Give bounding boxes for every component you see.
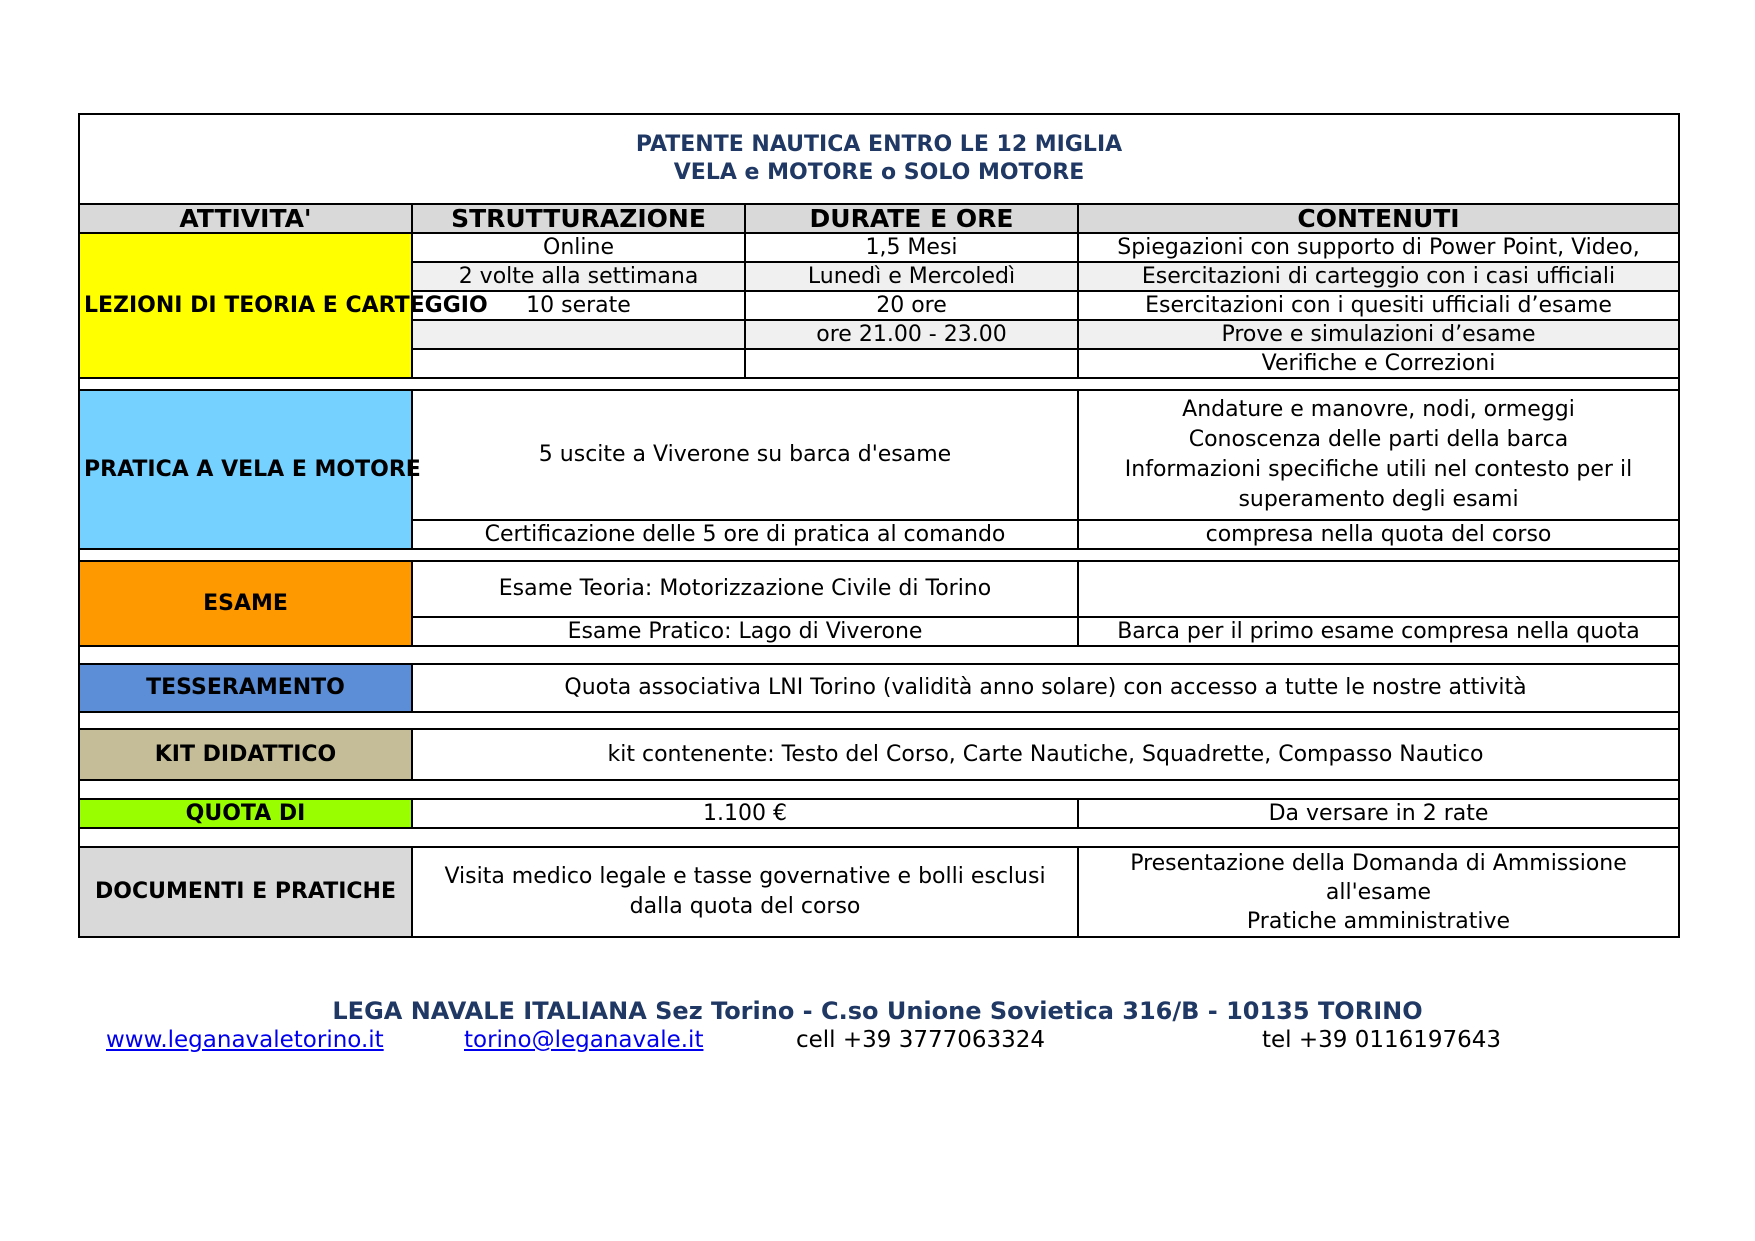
title-line-2: VELA e MOTORE o SOLO MOTORE xyxy=(673,160,1085,185)
category-pratica: PRATICA A VELA E MOTORE xyxy=(79,390,412,549)
spacer xyxy=(79,646,1679,664)
cell-esame-teoria-note xyxy=(1078,561,1679,617)
footer-cell: cell +39 3777063324 xyxy=(796,1027,1046,1053)
title-line-1: PATENTE NAUTICA ENTRO LE 12 MIGLIA xyxy=(635,132,1123,157)
cell-documenti: Visita medico legale e tasse governative e bolli esclusi dalla quota del corso xyxy=(412,847,1078,937)
table-row xyxy=(79,729,1679,780)
spacer-row xyxy=(79,378,1679,390)
spacer xyxy=(79,549,1679,561)
cell-esame-pratico-note: Barca per il primo esame compresa nella quota xyxy=(1078,617,1679,646)
cell-struttura: 2 volte alla settimana xyxy=(412,262,745,291)
header-attivita: ATTIVITA' xyxy=(79,204,412,233)
spacer-row xyxy=(79,646,1679,664)
footer-tel: tel +39 0116197643 xyxy=(1262,1027,1502,1053)
cell-contenuto: Esercitazioni di carteggio con i casi ufficiali xyxy=(1078,262,1679,291)
pratica-contenuto: Conoscenza delle parti della barca xyxy=(1188,427,1569,452)
cell-struttura: 10 serate xyxy=(412,291,745,320)
documenti-contenuto: Presentazione della Domanda di Ammissione all'esame xyxy=(1130,850,1627,905)
footer-org: LEGA NAVALE ITALIANA Sez Torino - C.so Unione Sovietica 316/B - 10135 TORINO xyxy=(332,997,1423,1025)
cell-uscite: 5 uscite a Viverone su barca d'esame xyxy=(412,390,1078,520)
cell-durata: 1,5 Mesi xyxy=(745,233,1078,262)
table-row xyxy=(79,561,1679,617)
spacer-row xyxy=(79,780,1679,799)
cell-contenuto: Prove e simulazioni d’esame xyxy=(1078,320,1679,349)
spacer xyxy=(79,378,1679,390)
table-row xyxy=(79,799,1679,828)
cell-contenuto: Spiegazioni con supporto di Power Point, Video, xyxy=(1078,233,1679,262)
category-lezioni: LEZIONI DI TEORIA E CARTEGGIO xyxy=(79,233,412,378)
header-row xyxy=(79,204,1679,233)
cell-durata xyxy=(745,349,1078,378)
cell-contenuto: Verifiche e Correzioni xyxy=(1078,349,1679,378)
header-strutturazione: STRUTTURAZIONE xyxy=(412,204,745,233)
cell-certificazione: Certificazione delle 5 ore di pratica al comando xyxy=(412,520,1078,549)
spacer-row xyxy=(79,549,1679,561)
cell-struttura xyxy=(412,349,745,378)
header-contenuti: CONTENUTI xyxy=(1078,204,1679,233)
category-tesseramento: TESSERAMENTO xyxy=(79,664,412,712)
header-durate: DURATE E ORE xyxy=(745,204,1078,233)
table-row xyxy=(79,847,1679,937)
table-row xyxy=(79,233,1679,262)
cell-pratica-contenuti xyxy=(1078,390,1679,520)
cell-certificazione-note: compresa nella quota del corso xyxy=(1078,520,1679,549)
cell-durata: Lunedì e Mercoledì xyxy=(745,262,1078,291)
spacer xyxy=(79,780,1679,799)
cell-durata: ore 21.00 - 23.00 xyxy=(745,320,1078,349)
category-esame: ESAME xyxy=(79,561,412,646)
table-row xyxy=(79,390,1679,520)
cell-tesseramento: Quota associativa LNI Torino (validità anno solare) con accesso a tutte le nostre attività xyxy=(412,664,1679,712)
pratica-contenuto: Andature e manovre, nodi, ormeggi xyxy=(1182,397,1575,422)
cell-durata: 20 ore xyxy=(745,291,1078,320)
spacer-row xyxy=(79,828,1679,847)
table-row xyxy=(79,664,1679,712)
cell-contenuto: Esercitazioni con i quesiti ufficiali d’esame xyxy=(1078,291,1679,320)
website-link[interactable]: www.leganavaletorino.it xyxy=(106,1027,384,1053)
cell-quota-note: Da versare in 2 rate xyxy=(1078,799,1679,828)
documenti-contenuto: Pratiche amministrative xyxy=(1246,908,1511,934)
cell-kit: kit contenente: Testo del Corso, Carte Nautiche, Squadrette, Compasso Nautico xyxy=(412,729,1679,780)
category-kit: KIT DIDATTICO xyxy=(79,729,412,780)
spacer xyxy=(79,828,1679,847)
cell-struttura xyxy=(412,320,745,349)
email-link[interactable]: torino@leganavale.it xyxy=(464,1027,704,1053)
category-documenti: DOCUMENTI E PRATICHE xyxy=(79,847,412,937)
spacer xyxy=(79,712,1679,729)
cell-quota-amount: 1.100 € xyxy=(412,799,1078,828)
title-row xyxy=(79,114,1679,204)
cell-struttura: Online xyxy=(412,233,745,262)
spacer-row xyxy=(79,712,1679,729)
cell-esame-teoria: Esame Teoria: Motorizzazione Civile di Torino xyxy=(412,561,1078,617)
cell-esame-pratico: Esame Pratico: Lago di Viverone xyxy=(412,617,1078,646)
course-table xyxy=(78,113,1680,938)
category-quota: QUOTA DI xyxy=(79,799,412,828)
pratica-contenuto: Informazioni specifiche utili nel contesto per il superamento degli esami xyxy=(1124,457,1633,512)
page-title xyxy=(79,114,1679,204)
cell-documenti-contenuti xyxy=(1078,847,1679,937)
